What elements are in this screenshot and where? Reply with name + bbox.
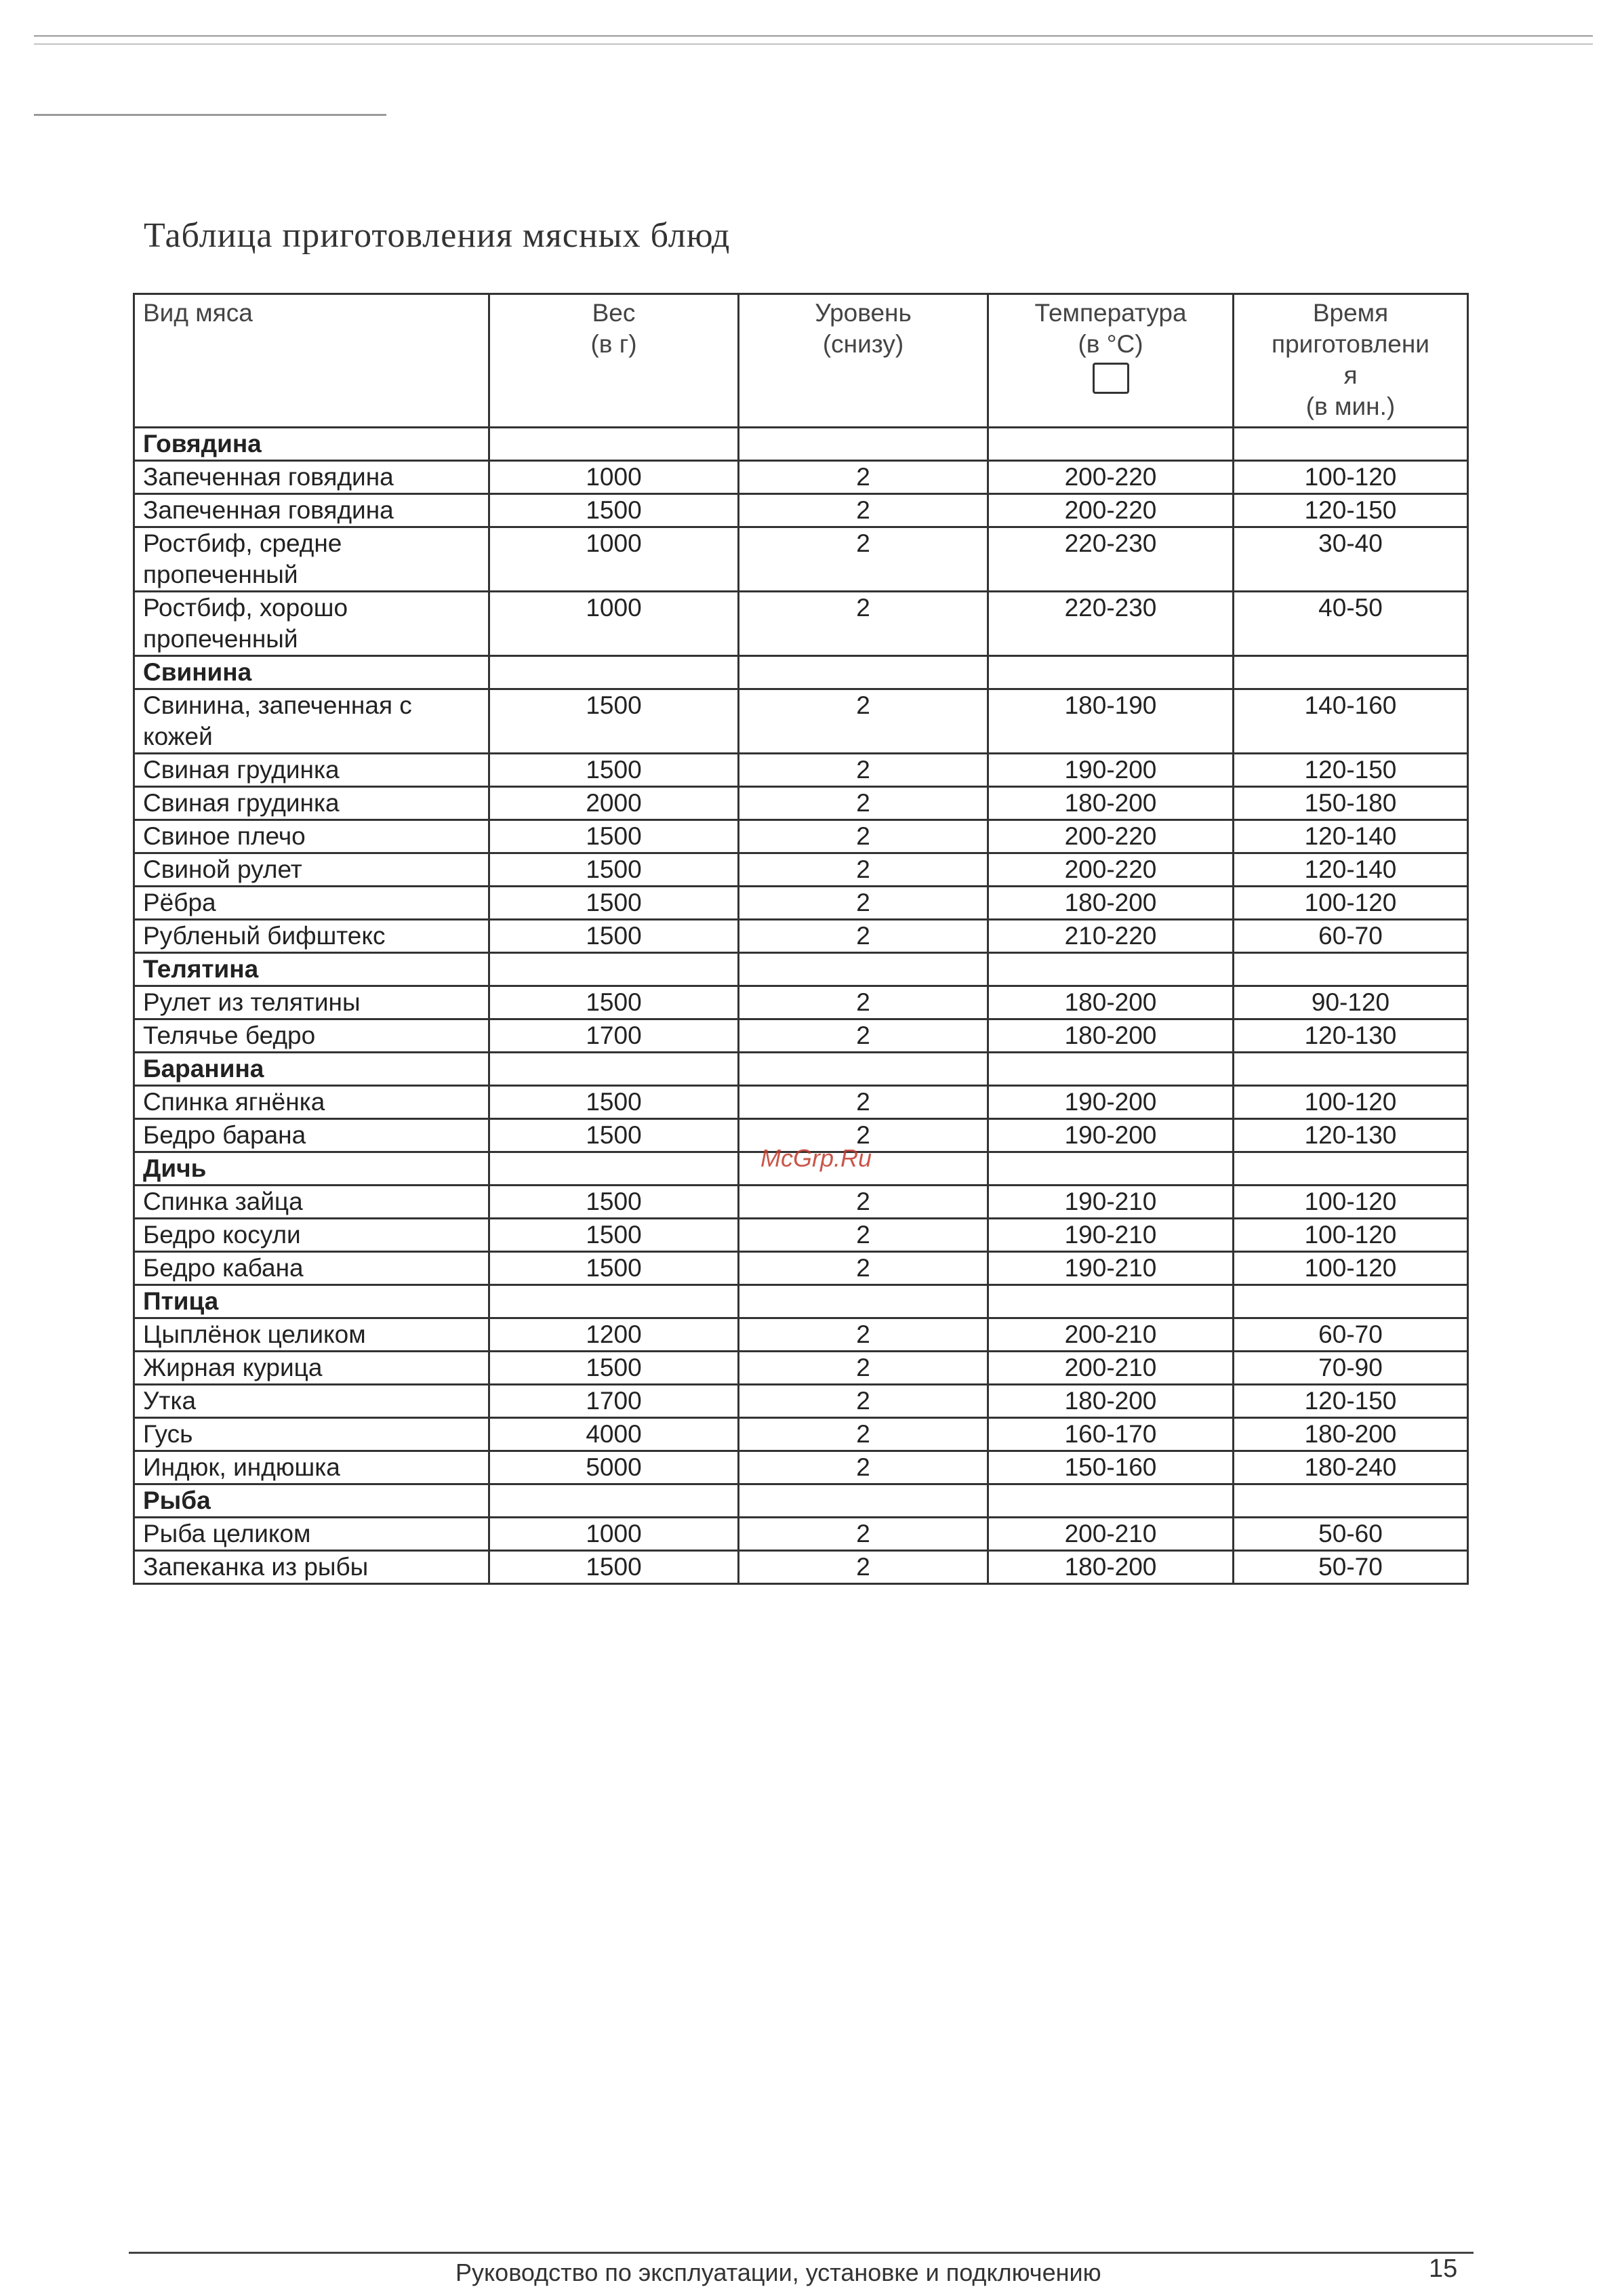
table-row [134, 853, 1468, 887]
page-number: 15 [1429, 2254, 1458, 2283]
scan-artifact-line [34, 43, 1593, 45]
level-cell: 2 [739, 1119, 988, 1152]
footer-text: Руководство по эксплуатации, установке и подключению [455, 2259, 1101, 2286]
temperature-cell: 190-210 [988, 1219, 1234, 1252]
cooking-time-cell: 120-140 [1234, 853, 1468, 887]
weight-cell: 1000 [489, 592, 739, 656]
meat-name-cell: Ростбиф, средне пропеченный [134, 527, 489, 592]
table-row [134, 1518, 1468, 1551]
meat-name-cell: Запеканка из рыбы [134, 1551, 489, 1584]
level-cell: 2 [739, 986, 988, 1019]
empty-cell [739, 953, 988, 986]
empty-cell [489, 656, 739, 689]
table-row [134, 1019, 1468, 1053]
category-label: Птица [134, 1285, 489, 1318]
level-cell: 2 [739, 1518, 988, 1551]
header-level: Уровень (снизу) [739, 294, 988, 428]
cooking-time-cell: 120-150 [1234, 1385, 1468, 1418]
category-label: Дичь [134, 1152, 489, 1186]
weight-cell: 1500 [489, 887, 739, 920]
level-cell: 2 [739, 1318, 988, 1352]
cooking-time-cell: 180-200 [1234, 1418, 1468, 1451]
table-row [134, 1186, 1468, 1219]
level-cell: 2 [739, 787, 988, 820]
category-label: Баранина [134, 1053, 489, 1086]
meat-name-cell: Бедро кабана [134, 1252, 489, 1285]
table-row [134, 494, 1468, 527]
empty-cell [739, 428, 988, 461]
cooking-time-cell: 60-70 [1234, 920, 1468, 953]
category-row [134, 428, 1468, 461]
cooking-time-cell: 120-150 [1234, 754, 1468, 787]
temperature-cell: 190-200 [988, 754, 1234, 787]
cooking-time-cell: 60-70 [1234, 1318, 1468, 1352]
empty-cell [739, 1053, 988, 1086]
level-cell: 2 [739, 1219, 988, 1252]
temperature-cell: 190-210 [988, 1186, 1234, 1219]
cooking-time-cell: 50-70 [1234, 1551, 1468, 1584]
level-cell: 2 [739, 689, 988, 754]
temperature-cell: 200-220 [988, 820, 1234, 853]
empty-cell [1234, 428, 1468, 461]
weight-cell: 1500 [489, 920, 739, 953]
table-row [134, 689, 1468, 754]
category-row [134, 1053, 1468, 1086]
cooking-time-cell: 100-120 [1234, 1086, 1468, 1119]
empty-cell [739, 656, 988, 689]
meat-name-cell: Ростбиф, хорошо пропеченный [134, 592, 489, 656]
empty-cell [988, 1152, 1234, 1186]
empty-cell [489, 1484, 739, 1518]
weight-cell: 1000 [489, 527, 739, 592]
meat-name-cell: Рыба целиком [134, 1518, 489, 1551]
cooking-time-cell: 120-150 [1234, 494, 1468, 527]
meat-name-cell: Запеченная говядина [134, 461, 489, 494]
empty-cell [489, 428, 739, 461]
meat-name-cell: Цыплёнок целиком [134, 1318, 489, 1352]
empty-cell [489, 1152, 739, 1186]
weight-cell: 1500 [489, 986, 739, 1019]
cooking-time-cell: 100-120 [1234, 1186, 1468, 1219]
oven-mode-icon [1093, 363, 1129, 394]
meat-name-cell: Свиная грудинка [134, 787, 489, 820]
table-row [134, 461, 1468, 494]
temperature-cell: 180-200 [988, 1385, 1234, 1418]
empty-cell [1234, 1152, 1468, 1186]
cooking-time-cell: 140-160 [1234, 689, 1468, 754]
temperature-cell: 150-160 [988, 1451, 1234, 1484]
scan-artifact-line [34, 114, 386, 116]
meat-name-cell: Свиное плечо [134, 820, 489, 853]
cooking-time-cell: 180-240 [1234, 1451, 1468, 1484]
meat-name-cell: Запеченная говядина [134, 494, 489, 527]
meat-name-cell: Индюк, индюшка [134, 1451, 489, 1484]
temperature-cell: 180-200 [988, 787, 1234, 820]
meat-name-cell: Свинина, запеченная с кожей [134, 689, 489, 754]
cooking-time-cell: 100-120 [1234, 887, 1468, 920]
temperature-cell: 220-230 [988, 592, 1234, 656]
table-header-row [134, 294, 1468, 428]
empty-cell [489, 1285, 739, 1318]
empty-cell [1234, 1053, 1468, 1086]
cooking-time-cell: 90-120 [1234, 986, 1468, 1019]
meat-name-cell: Телячье бедро [134, 1019, 489, 1053]
temperature-cell: 180-200 [988, 887, 1234, 920]
level-cell: 2 [739, 592, 988, 656]
level-cell: 2 [739, 527, 988, 592]
table-row [134, 1252, 1468, 1285]
empty-cell [489, 1053, 739, 1086]
meat-name-cell: Рубленый бифштекс [134, 920, 489, 953]
meat-name-cell: Рулет из телятины [134, 986, 489, 1019]
weight-cell: 1500 [489, 1119, 739, 1152]
weight-cell: 1500 [489, 1252, 739, 1285]
temperature-cell: 190-200 [988, 1086, 1234, 1119]
empty-cell [988, 953, 1234, 986]
weight-cell: 1500 [489, 494, 739, 527]
weight-cell: 1500 [489, 1551, 739, 1584]
empty-cell [988, 1053, 1234, 1086]
weight-cell: 1200 [489, 1318, 739, 1352]
meat-name-cell: Гусь [134, 1418, 489, 1451]
level-cell: 2 [739, 1418, 988, 1451]
level-cell: 2 [739, 1086, 988, 1119]
empty-cell [739, 1484, 988, 1518]
temperature-cell: 200-220 [988, 461, 1234, 494]
temperature-cell: 200-210 [988, 1318, 1234, 1352]
weight-cell: 4000 [489, 1418, 739, 1451]
table-row [134, 1219, 1468, 1252]
temperature-cell: 180-200 [988, 1019, 1234, 1053]
category-label: Свинина [134, 656, 489, 689]
category-row [134, 1285, 1468, 1318]
weight-cell: 1500 [489, 754, 739, 787]
weight-cell: 1000 [489, 461, 739, 494]
cooking-time-cell: 100-120 [1234, 1252, 1468, 1285]
temperature-cell: 200-220 [988, 853, 1234, 887]
cooking-time-cell: 100-120 [1234, 1219, 1468, 1252]
level-cell: 2 [739, 1252, 988, 1285]
table-row [134, 1086, 1468, 1119]
temperature-cell: 180-190 [988, 689, 1234, 754]
empty-cell [1234, 1484, 1468, 1518]
temperature-cell: 190-210 [988, 1252, 1234, 1285]
weight-cell: 1000 [489, 1518, 739, 1551]
temperature-cell: 200-210 [988, 1518, 1234, 1551]
level-cell: 2 [739, 1352, 988, 1385]
category-label: Говядина [134, 428, 489, 461]
level-cell: 2 [739, 920, 988, 953]
level-cell: 2 [739, 461, 988, 494]
category-row [134, 656, 1468, 689]
empty-cell [988, 1484, 1234, 1518]
table-row [134, 527, 1468, 592]
cooking-time-cell: 100-120 [1234, 461, 1468, 494]
table-row [134, 1352, 1468, 1385]
temperature-cell: 190-200 [988, 1119, 1234, 1152]
cooking-time-cell: 150-180 [1234, 787, 1468, 820]
weight-cell: 1700 [489, 1019, 739, 1053]
table-row [134, 592, 1468, 656]
weight-cell: 1500 [489, 820, 739, 853]
weight-cell: 1500 [489, 1086, 739, 1119]
table-row [134, 754, 1468, 787]
meat-name-cell: Бедро косули [134, 1219, 489, 1252]
empty-cell [739, 1285, 988, 1318]
header-cooking-time: Время приготовлени я (в мин.) [1234, 294, 1468, 428]
temperature-cell: 200-220 [988, 494, 1234, 527]
meat-name-cell: Бедро барана [134, 1119, 489, 1152]
level-cell: 2 [739, 754, 988, 787]
meat-name-cell: Рёбра [134, 887, 489, 920]
cooking-time-cell: 30-40 [1234, 527, 1468, 592]
meat-name-cell: Свиной рулет [134, 853, 489, 887]
table-row [134, 920, 1468, 953]
meat-name-cell: Спинка зайца [134, 1186, 489, 1219]
table-row [134, 986, 1468, 1019]
category-row [134, 953, 1468, 986]
weight-cell: 2000 [489, 787, 739, 820]
cooking-time-cell: 120-130 [1234, 1119, 1468, 1152]
temperature-cell: 160-170 [988, 1418, 1234, 1451]
table-row [134, 1418, 1468, 1451]
level-cell: 2 [739, 1186, 988, 1219]
cooking-time-cell: 120-140 [1234, 820, 1468, 853]
table-body [134, 428, 1468, 1584]
level-cell: 2 [739, 1451, 988, 1484]
level-cell: 2 [739, 1385, 988, 1418]
header-temperature: Температура (в °С) [988, 294, 1234, 428]
weight-cell: 1500 [489, 1352, 739, 1385]
header-weight: Вес (в г) [489, 294, 739, 428]
weight-cell: 1500 [489, 1186, 739, 1219]
weight-cell: 1700 [489, 1385, 739, 1418]
weight-cell: 1500 [489, 1219, 739, 1252]
empty-cell [1234, 953, 1468, 986]
meat-cooking-table [133, 293, 1469, 1585]
table-row [134, 1551, 1468, 1584]
weight-cell: 1500 [489, 689, 739, 754]
cooking-time-cell: 50-60 [1234, 1518, 1468, 1551]
level-cell: 2 [739, 494, 988, 527]
level-cell: 2 [739, 853, 988, 887]
cooking-time-cell: 120-130 [1234, 1019, 1468, 1053]
level-cell: 2 [739, 1551, 988, 1584]
cooking-time-cell: 40-50 [1234, 592, 1468, 656]
meat-name-cell: Жирная курица [134, 1352, 489, 1385]
empty-cell [988, 1285, 1234, 1318]
watermark: McGrp.Ru [760, 1144, 872, 1172]
level-cell: 2 [739, 1019, 988, 1053]
cooking-time-cell: 70-90 [1234, 1352, 1468, 1385]
empty-cell [988, 428, 1234, 461]
temperature-cell: 180-200 [988, 1551, 1234, 1584]
table-row [134, 1451, 1468, 1484]
page-title: Таблица приготовления мясных блюд [144, 216, 731, 255]
weight-cell: 1500 [489, 853, 739, 887]
empty-cell [1234, 1285, 1468, 1318]
table-row [134, 820, 1468, 853]
empty-cell [489, 953, 739, 986]
category-row [134, 1484, 1468, 1518]
table-row [134, 787, 1468, 820]
meat-name-cell: Утка [134, 1385, 489, 1418]
category-label: Телятина [134, 953, 489, 986]
temperature-cell: 220-230 [988, 527, 1234, 592]
table-row [134, 1385, 1468, 1418]
level-cell: 2 [739, 820, 988, 853]
footer-divider [129, 2252, 1474, 2254]
weight-cell: 5000 [489, 1451, 739, 1484]
empty-cell [1234, 656, 1468, 689]
meat-name-cell: Спинка ягнёнка [134, 1086, 489, 1119]
scan-artifact-line [34, 35, 1593, 37]
level-cell: 2 [739, 887, 988, 920]
temperature-cell: 180-200 [988, 986, 1234, 1019]
empty-cell [988, 656, 1234, 689]
category-label: Рыба [134, 1484, 489, 1518]
header-meat-type: Вид мяса [134, 294, 489, 428]
table-row [134, 887, 1468, 920]
temperature-cell: 210-220 [988, 920, 1234, 953]
temperature-cell: 200-210 [988, 1352, 1234, 1385]
table-row [134, 1318, 1468, 1352]
meat-name-cell: Свиная грудинка [134, 754, 489, 787]
